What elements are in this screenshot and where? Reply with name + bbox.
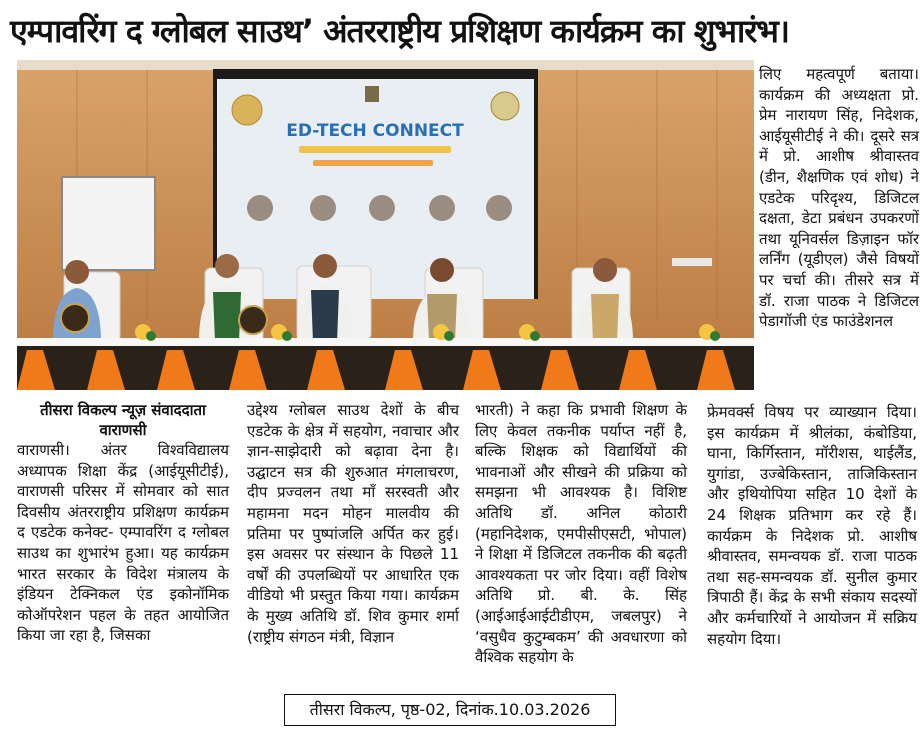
article-column-2 <box>247 400 459 647</box>
article-text-col1: वाराणसी। अंतर विश्वविद्यालय अध्यापक शिक्षा केंद्र (आईयूसीटीई), वाराणसी परिसर में सोमवार को सात दिवसीय अंतरराष्ट्रीय प्रशिक्षण कार्यक्रम द एडटेक कनेक्ट- एम्पावरिंग द ग्लोबल साउथ का शुभारंभ हुआ। यह कार्यक्रम भारत सरकार के विदेश मंत्रालय के इंडियन टेक्निकल एंड इकोनॉमिक कोऑपरेशन पहल के तहत आयोजित किया जा रहा है, जिसका <box>17 441 229 645</box>
article-column-3 <box>475 400 687 668</box>
byline-reporter: तीसरा विकल्प न्यूज़ संवाददाता <box>40 401 206 419</box>
byline-city: वाराणसी <box>99 421 147 439</box>
screen-title: ED-TECH CONNECT <box>286 121 464 141</box>
article-column-1 <box>17 400 229 646</box>
article-text-right: लिए महत्वपूर्ण बताया। कार्यक्रम की अध्यक्षता प्रो. प्रेम नारायण सिंह, निदेशक, आईयूसीटीई ने की। दूसरे सत्र में प्रो. आशीष श्रीवास्तव (डीन, शैक्षणिक एवं शोध) ने एडटेक परिदृश्य, डिजिटल दक्षता, डेटा प्रबंधन उपकरणों तथा यूनिवर्सल डिज़ाइन फॉर लर्निंग (यूडीएल) जैसे विषयों पर चर्चा की। तीसरे सत्र में डॉ. राजा पाठक ने डिजिटल पेडागॉजी एंड फाउंडेशनल <box>759 65 919 331</box>
article-column-4 <box>707 402 917 649</box>
article-text-col2: उद्देश्य ग्लोबल साउथ देशों के बीच एडटेक के क्षेत्र में सहयोग, नवाचार और ज्ञान-साझेदारी को बढ़ावा देना है। उद्घाटन सत्र की शुरुआत मंगलाचरण, दीप प्रज्वलन तथा माँ सरस्वती और महामना मदन मोहन मालवीय की प्रतिमा पर पुष्पांजलि अर्पित कर हुई। इस अवसर पर संस्थान के पिछले 11 वर्षों की उपलब्धियों पर आधारित एक वीडियो भी प्रस्तुत किया गया। कार्यक्रम के मुख्य अतिथि डॉ. शिव कुमार शर्मा (राष्ट्रीय संगठन मंत्री, विज्ञान <box>247 401 459 646</box>
screen-display <box>217 79 534 299</box>
byline <box>17 400 229 440</box>
article-text-col3: भारती) ने कहा कि प्रभावी शिक्षण के लिए केवल तकनीक पर्याप्त नहीं है, बल्कि शिक्षक को विद्यार्थियों की भावनाओं और सीखने की प्रक्रिया को समझना भी आवश्यक है। विशिष्ट अतिथि डॉ. अनिल कोठारी (महानिदेशक, एमपीसीएसटी, भोपाल) ने शिक्षा में डिजिटल तकनीक की बढ़ती आवश्यकता पर जोर दिया। वहीं विशेष अतिथि प्रो. बी. के. सिंह (आईआईआईटीडीएम, जबलपुर) ने ‘वसुधैव कुटुम्बकम’ की अवधारणा को वैश्विक सहयोग के <box>475 401 687 667</box>
article-text-col4: फ्रेमवर्क्स विषय पर व्याख्यान दिया। इस कार्यक्रम में श्रीलंका, कंबोडिया, घाना, किर्गिस्तान, मॉरीशस, थाईलैंड, युगांडा, उज्बेकिस्तान, ताजिकिस्तान और इथियोपिया सहित 10 देशों के 24 शिक्षक प्रतिभाग कर रहे हैं। कार्यक्रम के निदेशक प्रो. आशीष श्रीवास्तव, समन्वयक डॉ. राजा पाठक तथा सह-समन्वयक डॉ. सुनील कुमार त्रिपाठी हैं। केंद्र के सभी संकाय सदस्यों और कर्मचारियों ने आयोजन में सक्रिय सहयोग दिया। <box>707 403 917 648</box>
article-column-right <box>759 64 919 332</box>
event-photo <box>17 60 754 390</box>
page-footer: तीसरा विकल्प, पृष्ठ-02, दिनांक.10.03.2026 <box>284 694 616 726</box>
headline: एम्पावरिंग द ग्लोबल साउथ’ अंतरराष्ट्रीय प्रशिक्षण कार्यक्रम का शुभारंभ। <box>10 12 789 50</box>
